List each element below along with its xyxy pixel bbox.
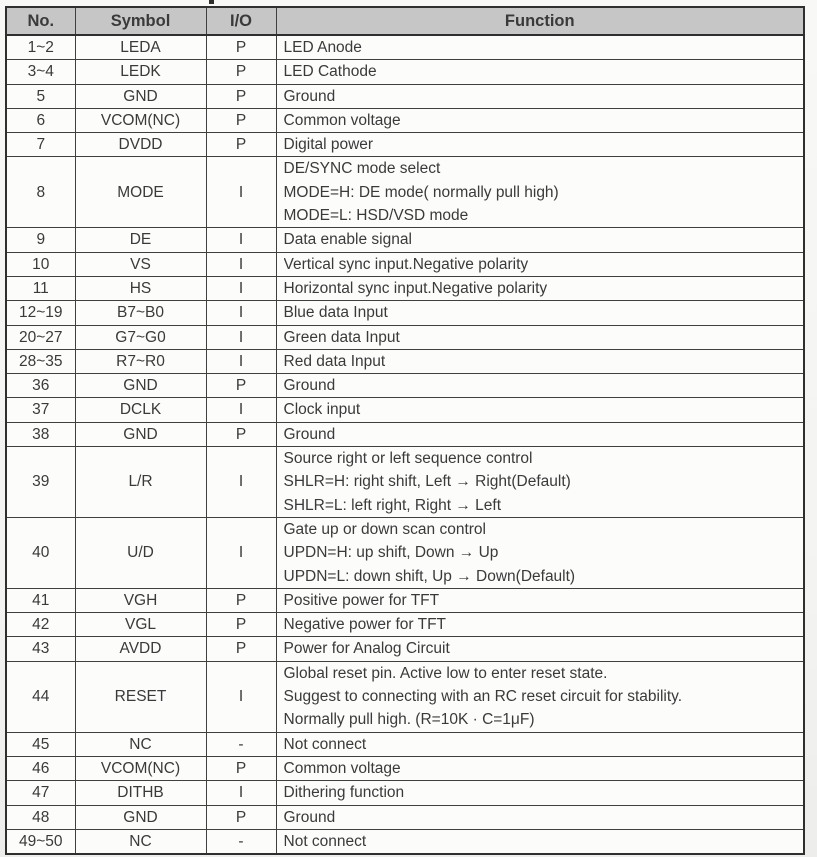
pin-function-cell — [276, 276, 804, 300]
column-header-no: No. — [6, 7, 75, 35]
pin-symbol-cell: VS — [75, 252, 206, 276]
pin-function-cell — [276, 613, 804, 637]
column-header-io: I/O — [206, 7, 276, 35]
function-line: Positive power for TFT — [283, 591, 440, 609]
pin-io-cell: I — [206, 252, 276, 276]
pin-function-cell — [276, 805, 804, 829]
table-row — [6, 84, 804, 108]
pin-function-cell — [276, 829, 804, 854]
pin-io-cell: I — [206, 228, 276, 252]
table-row — [6, 398, 804, 422]
pin-symbol-cell: G7~G0 — [75, 325, 206, 349]
pin-function-cell — [276, 781, 804, 805]
function-line: UPDN=H: up shift, Down → Up — [283, 544, 499, 562]
pin-symbol-cell: NC — [75, 829, 206, 854]
pin-number-cell: 44 — [6, 661, 75, 732]
table-row — [6, 35, 804, 60]
function-line: Source right or left sequence control — [283, 450, 533, 468]
pin-description-table — [5, 6, 805, 855]
pin-number-cell: 5 — [6, 84, 75, 108]
pin-symbol-cell: RESET — [75, 661, 206, 732]
pin-symbol-cell: VGH — [75, 588, 206, 612]
pin-number-cell: 3~4 — [6, 60, 75, 84]
pin-symbol-cell: DE — [75, 228, 206, 252]
pin-number-cell: 49~50 — [6, 829, 75, 854]
function-line: Dithering function — [283, 784, 405, 802]
table-row — [6, 781, 804, 805]
pin-io-cell: P — [206, 374, 276, 398]
column-header-symbol: Symbol — [75, 7, 206, 35]
pin-function-cell — [276, 447, 804, 518]
pin-io-cell: P — [206, 637, 276, 661]
pin-symbol-cell: GND — [75, 374, 206, 398]
column-header-function: Function — [276, 7, 804, 35]
function-line: SHLR=H: right shift, Left → Right(Default) — [283, 473, 571, 491]
pin-number-cell: 43 — [6, 637, 75, 661]
function-line: Green data Input — [283, 328, 400, 346]
pin-io-cell: I — [206, 301, 276, 325]
pin-io-cell: P — [206, 613, 276, 637]
pin-io-cell: I — [206, 661, 276, 732]
table-row — [6, 276, 804, 300]
function-line: Ground — [283, 425, 336, 443]
table-row — [6, 108, 804, 132]
pin-function-cell — [276, 422, 804, 446]
pin-symbol-cell: LEDA — [75, 35, 206, 60]
function-line: SHLR=L: left right, Right → Left — [283, 496, 502, 514]
pin-function-cell — [276, 661, 804, 732]
table-row — [6, 157, 804, 228]
function-line: LED Cathode — [283, 63, 377, 81]
pin-symbol-cell: VGL — [75, 613, 206, 637]
function-line: Common voltage — [283, 759, 401, 777]
function-line: Blue data Input — [283, 304, 388, 322]
function-line: MODE=H: DE mode( normally pull high) — [283, 183, 559, 201]
table-row — [6, 133, 804, 157]
pin-io-cell: P — [206, 422, 276, 446]
table-row — [6, 349, 804, 373]
function-line: Data enable signal — [283, 231, 412, 249]
pin-number-cell: 6 — [6, 108, 75, 132]
pin-number-cell: 36 — [6, 374, 75, 398]
pin-io-cell: P — [206, 756, 276, 780]
pin-function-cell — [276, 517, 804, 588]
function-line: Red data Input — [283, 352, 386, 370]
pin-symbol-cell: DVDD — [75, 133, 206, 157]
pin-io-cell: P — [206, 588, 276, 612]
pin-function-cell — [276, 157, 804, 228]
table-row — [6, 60, 804, 84]
pin-number-cell: 42 — [6, 613, 75, 637]
pin-number-cell: 7 — [6, 133, 75, 157]
table-row — [6, 588, 804, 612]
pin-symbol-cell: GND — [75, 84, 206, 108]
table-row — [6, 661, 804, 732]
pin-io-cell: P — [206, 108, 276, 132]
pin-function-cell — [276, 349, 804, 373]
pin-number-cell: 9 — [6, 228, 75, 252]
pin-function-cell — [276, 588, 804, 612]
function-line: Power for Analog Circuit — [283, 640, 450, 658]
function-line: LED Anode — [283, 39, 362, 56]
table-row — [6, 228, 804, 252]
pin-number-cell: 20~27 — [6, 325, 75, 349]
pin-symbol-cell: MODE — [75, 157, 206, 228]
table-row — [6, 756, 804, 780]
pin-function-cell — [276, 228, 804, 252]
pin-table-body — [6, 35, 804, 854]
function-line: Not connect — [283, 735, 367, 753]
table-row — [6, 325, 804, 349]
pin-io-cell: I — [206, 398, 276, 422]
table-header-row — [6, 7, 804, 35]
pin-symbol-cell: R7~R0 — [75, 349, 206, 373]
pin-function-cell — [276, 133, 804, 157]
table-row — [6, 805, 804, 829]
table-row — [6, 829, 804, 854]
pin-symbol-cell: L/R — [75, 447, 206, 518]
function-line: UPDN=L: down shift, Up → Down(Default) — [283, 567, 576, 585]
pin-io-cell: - — [206, 829, 276, 854]
function-line: Suggest to connecting with an RC reset circuit for stability. — [283, 688, 683, 706]
pin-function-cell — [276, 637, 804, 661]
pin-symbol-cell: GND — [75, 805, 206, 829]
pin-number-cell: 39 — [6, 447, 75, 518]
pin-function-cell — [276, 108, 804, 132]
pin-number-cell: 46 — [6, 756, 75, 780]
pin-symbol-cell: DITHB — [75, 781, 206, 805]
function-line: Common voltage — [283, 111, 401, 129]
cropped-text-fragment — [209, 0, 214, 4]
pin-io-cell: I — [206, 276, 276, 300]
table-row — [6, 637, 804, 661]
table-row — [6, 732, 804, 756]
pin-io-cell: P — [206, 35, 276, 60]
pin-number-cell: 45 — [6, 732, 75, 756]
function-line: Normally pull high. (R=10K · C=1μF) — [283, 711, 535, 729]
table-row — [6, 374, 804, 398]
pin-function-cell — [276, 398, 804, 422]
pin-io-cell: I — [206, 781, 276, 805]
pin-symbol-cell: U/D — [75, 517, 206, 588]
function-line: Gate up or down scan control — [283, 520, 486, 538]
pin-function-cell — [276, 60, 804, 84]
pin-number-cell: 47 — [6, 781, 75, 805]
table-row — [6, 613, 804, 637]
function-line: DE/SYNC mode select — [283, 160, 441, 178]
pin-io-cell: I — [206, 517, 276, 588]
table-row — [6, 301, 804, 325]
pin-io-cell: - — [206, 732, 276, 756]
pin-number-cell: 10 — [6, 252, 75, 276]
pin-function-cell — [276, 756, 804, 780]
pin-io-cell: I — [206, 349, 276, 373]
pin-io-cell: I — [206, 447, 276, 518]
pin-symbol-cell: DCLK — [75, 398, 206, 422]
pin-io-cell: P — [206, 60, 276, 84]
function-line: Not connect — [283, 832, 367, 850]
table-header — [6, 7, 804, 35]
table-row — [6, 447, 804, 518]
pin-number-cell: 1~2 — [6, 35, 75, 60]
pin-io-cell: I — [206, 157, 276, 228]
function-line: Horizontal sync input.Negative polarity — [283, 279, 548, 297]
function-line: Ground — [283, 377, 336, 395]
pin-number-cell: 37 — [6, 398, 75, 422]
function-line: Vertical sync input.Negative polarity — [283, 255, 529, 273]
pin-number-cell: 41 — [6, 588, 75, 612]
function-line: Ground — [283, 87, 336, 105]
pin-number-cell: 11 — [6, 276, 75, 300]
pin-symbol-cell: HS — [75, 276, 206, 300]
pin-io-cell: P — [206, 133, 276, 157]
function-line: Digital power — [283, 136, 374, 154]
pin-symbol-cell: B7~B0 — [75, 301, 206, 325]
pin-number-cell: 8 — [6, 157, 75, 228]
pin-function-cell — [276, 252, 804, 276]
function-line: Negative power for TFT — [283, 616, 447, 634]
function-line: MODE=L: HSD/VSD mode — [283, 207, 469, 225]
pin-io-cell: I — [206, 325, 276, 349]
pin-number-cell: 12~19 — [6, 301, 75, 325]
pin-function-cell — [276, 84, 804, 108]
pin-function-cell — [276, 301, 804, 325]
pin-number-cell: 28~35 — [6, 349, 75, 373]
pin-io-cell: P — [206, 84, 276, 108]
pin-function-cell — [276, 325, 804, 349]
function-line: Clock input — [283, 401, 361, 419]
pin-io-cell: P — [206, 805, 276, 829]
pin-function-cell — [276, 732, 804, 756]
pin-symbol-cell: GND — [75, 422, 206, 446]
table-row — [6, 252, 804, 276]
function-line: Ground — [283, 808, 336, 826]
pin-number-cell: 40 — [6, 517, 75, 588]
pin-function-cell — [276, 374, 804, 398]
pin-symbol-cell: VCOM(NC) — [75, 108, 206, 132]
table-row — [6, 517, 804, 588]
function-line: Global reset pin. Active low to enter reset state. — [283, 664, 608, 682]
pin-function-cell — [276, 35, 804, 60]
pin-number-cell: 48 — [6, 805, 75, 829]
table-row — [6, 422, 804, 446]
pin-symbol-cell: VCOM(NC) — [75, 756, 206, 780]
pin-symbol-cell: AVDD — [75, 637, 206, 661]
pin-symbol-cell: NC — [75, 732, 206, 756]
pin-number-cell: 38 — [6, 422, 75, 446]
pin-symbol-cell: LEDK — [75, 60, 206, 84]
